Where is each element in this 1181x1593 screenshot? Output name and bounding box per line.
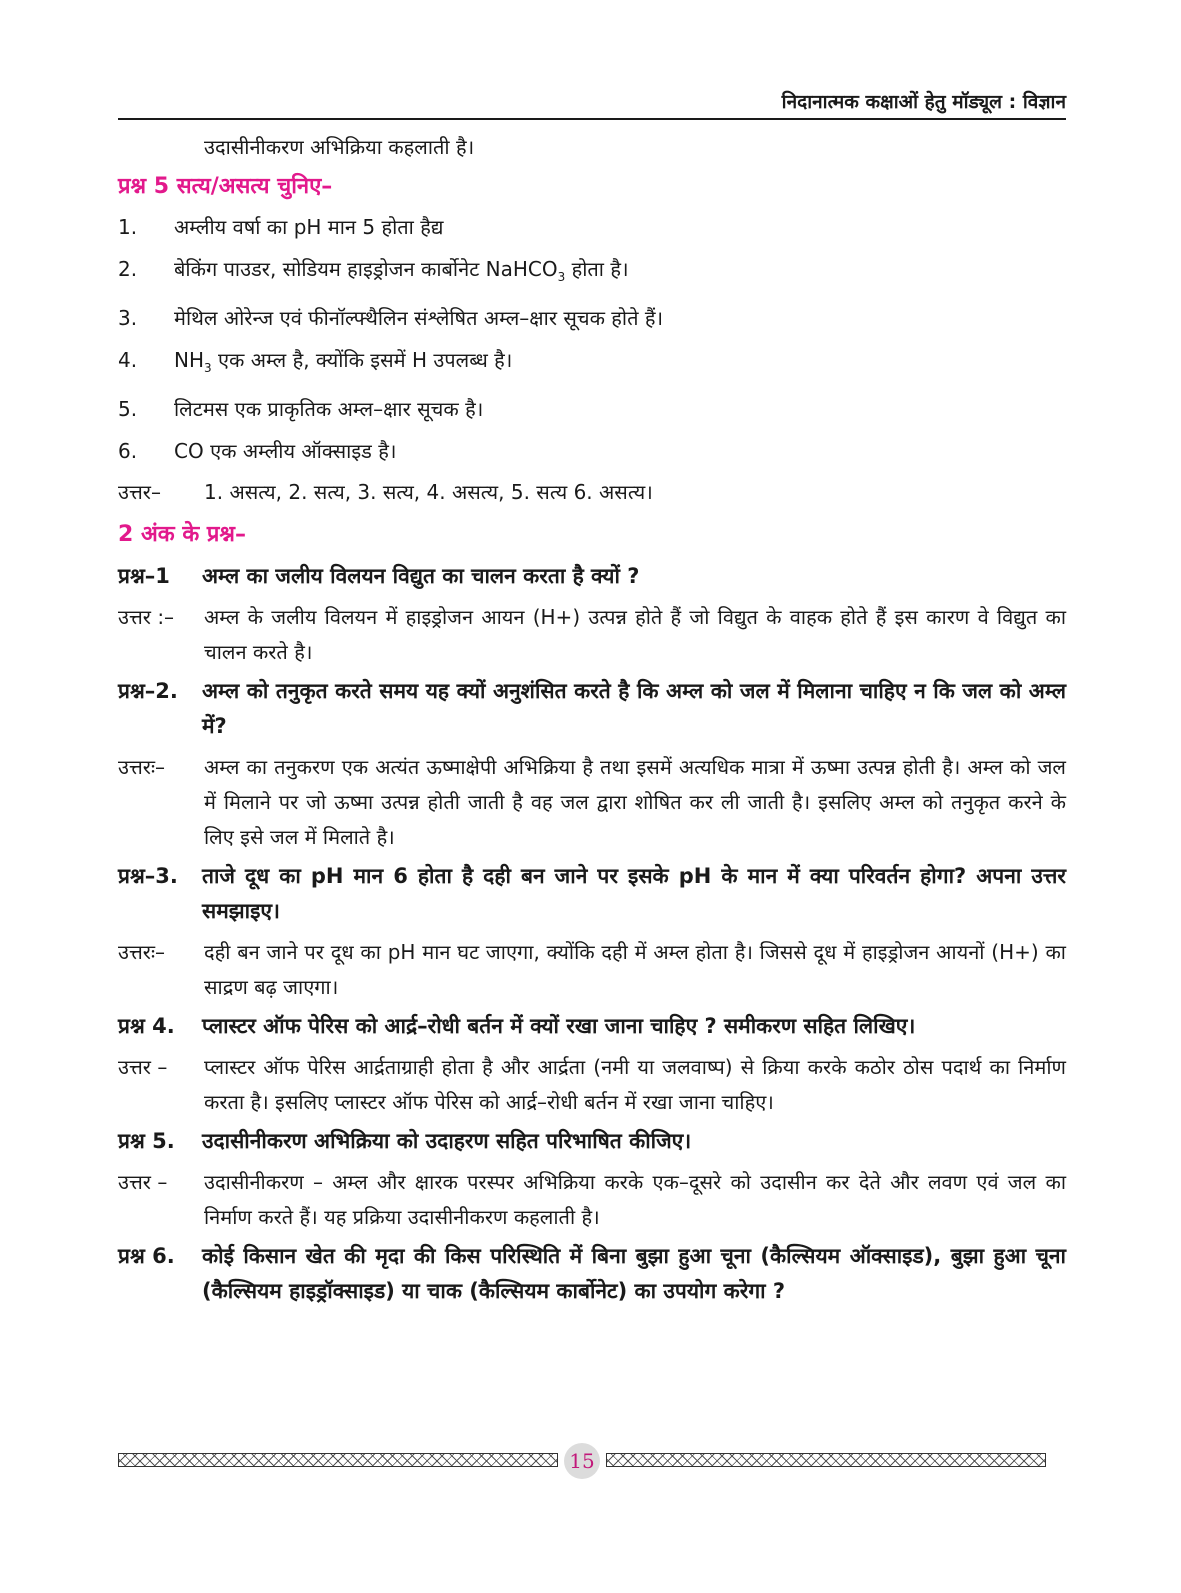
- question-label: प्रश्न 6.: [118, 1244, 175, 1268]
- answer-label: उत्तरः–: [118, 940, 165, 964]
- answer: [118, 1165, 1066, 1235]
- question-label: प्रश्न 5.: [118, 1129, 175, 1153]
- page: [118, 82, 1066, 1309]
- answer-label: उत्तर –: [118, 1170, 168, 1194]
- qa-block: [118, 1239, 1066, 1309]
- question: [118, 674, 1066, 744]
- two-mark-heading: 2 अंक के प्रश्न–: [118, 522, 246, 547]
- question-label: प्रश्न–3.: [118, 864, 178, 888]
- question-label: प्रश्न 4.: [118, 1014, 175, 1038]
- question: [118, 559, 1066, 594]
- answer: [118, 935, 1066, 1005]
- item-number: 4.: [118, 347, 138, 372]
- list-item: [118, 207, 1066, 249]
- item-text: [174, 249, 1066, 299]
- item-number: 5.: [118, 397, 138, 421]
- answer-label: उत्तर –: [118, 1055, 168, 1079]
- item-number: 1.: [118, 215, 138, 239]
- question-text: अम्ल को तनुकृत करते समय यह क्यों अनुशंसित करते है कि अम्ल को जल में मिलाना चाहिए न कि जल को अम्ल में?: [202, 679, 1066, 738]
- list-item: [118, 298, 1066, 340]
- list-item: [118, 249, 1066, 299]
- header-title: निदानात्मक कक्षाओं हेतु मॉड्यूल : विज्ञान: [781, 91, 1066, 113]
- qa-block: [118, 559, 1066, 670]
- subscript: 3: [557, 269, 566, 284]
- page-footer: [118, 1447, 1046, 1475]
- list-item: [118, 431, 1066, 473]
- item-text: [174, 340, 1066, 390]
- question-text: प्लास्टर ऑफ पेरिस को आर्द्र–रोधी बर्तन में क्यों रखा जाना चाहिए ? समीकरण सहित लिखिए।: [202, 1014, 916, 1038]
- list-item: [118, 389, 1066, 431]
- answer: [118, 750, 1066, 855]
- question-label: प्रश्न–1: [118, 564, 170, 588]
- answer-text: दही बन जाने पर दूध का pH मान घट जाएगा, क्योंकि दही में अम्ल होता है। जिससे दूध में हाइड्रोजन आयनों (H+) का साद्रण बढ़ जाएगा।: [204, 940, 1066, 999]
- question-label: प्रश्न–2.: [118, 679, 178, 703]
- question-text: उदासीनीकरण अभिक्रिया को उदाहरण सहित परिभाषित कीजिए।: [202, 1129, 692, 1153]
- item-text: मेथिल ओरेन्ज एवं फीनॉल्फ्थैलिन संश्लेषित अम्ल–क्षार सूचक होते हैं।: [174, 306, 664, 330]
- true-false-list: [118, 207, 1066, 472]
- question: [118, 859, 1066, 929]
- decorative-border-left: [118, 1453, 558, 1467]
- item-text: CO एक अम्लीय ऑक्साइड है।: [174, 438, 397, 463]
- page-number: 15: [564, 1443, 600, 1479]
- decorative-border-right: [606, 1453, 1046, 1467]
- answer: [118, 1050, 1066, 1120]
- item-text-after: होता है।: [565, 256, 629, 281]
- qa-block: [118, 859, 1066, 1005]
- list-item: [118, 340, 1066, 390]
- item-text: लिटमस एक प्राकृतिक अम्ल–क्षार सूचक है।: [174, 397, 484, 421]
- item-number: 3.: [118, 306, 138, 330]
- question-text: ताजे दूध का pH मान 6 होता है दही बन जाने पर इसके pH के मान में क्या परिवर्तन होगा? अपना उत्तर समझाइए।: [202, 864, 1066, 923]
- question-text: कोई किसान खेत की मृदा की किस परिस्थिति में बिना बुझा हुआ चूना (कैल्सियम ऑक्साइड), बुझा हुआ चूना (कैल्सियम हाइड्रॉक्साइड) या चाक (कैल्सियम कार्बोनेट) का उपयोग करेगा ?: [202, 1244, 1066, 1303]
- answer: [118, 600, 1066, 670]
- question: [118, 1239, 1066, 1309]
- answer-label: उत्तर :–: [118, 605, 175, 629]
- item-text: अम्लीय वर्षा का pH मान 5 होता हैद्य: [174, 215, 444, 239]
- intro-line: उदासीनीकरण अभिक्रिया कहलाती है।: [204, 135, 475, 159]
- answer-text: प्लास्टर ऑफ पेरिस आर्द्रताग्राही होता है और आर्द्रता (नमी या जलवाष्प) से क्रिया करके कठोर ठोस पदार्थ का निर्माण करता है। इसलिए प्लास्टर ऑफ पेरिस को आर्द्र–रोधी बर्तन में रखा जाना चाहिए।: [204, 1055, 1066, 1114]
- answer-text: 1. असत्य, 2. सत्य, 3. सत्य, 4. असत्य, 5. सत्य 6. असत्य।: [204, 480, 653, 504]
- section5-answer: [118, 472, 1066, 513]
- qa-block: [118, 674, 1066, 855]
- item-text-before: NH: [174, 347, 204, 372]
- item-number: 2.: [118, 256, 138, 281]
- subscript: 3: [204, 360, 212, 375]
- answer-text: उदासीनीकरण – अम्ल और क्षारक परस्पर अभिक्रिया करके एक–दूसरे को उदासीन कर देते और लवण एवं जल का निर्माण करते हैं। यह प्रक्रिया उदासीनीकरण कहलाती है।: [204, 1170, 1066, 1229]
- answer-label: उत्तर–: [118, 480, 161, 504]
- answer-text: अम्ल के जलीय विलयन में हाइड्रोजन आयन (H+) उत्पन्न होते हैं जो विद्युत के वाहक होते हैं इस कारण वे विद्युत का चालन करते है।: [204, 605, 1066, 664]
- question: [118, 1009, 1066, 1044]
- answer-label: उत्तरः–: [118, 755, 165, 779]
- section5-heading: प्रश्न 5 सत्य/असत्य चुनिए–: [118, 174, 333, 199]
- item-number: 6.: [118, 438, 138, 463]
- qa-block: [118, 1009, 1066, 1120]
- question: [118, 1124, 1066, 1159]
- running-header: [118, 82, 1066, 120]
- qa-block: [118, 1124, 1066, 1235]
- question-text: अम्ल का जलीय विलयन विद्युत का चालन करता है क्यों ?: [202, 564, 640, 588]
- answer-text: अम्ल का तनुकरण एक अत्यंत ऊष्माक्षेपी अभिक्रिया है तथा इसमें अत्यधिक मात्रा में ऊष्मा उत्पन्न होती है। अम्ल को जल में मिलाने पर जो ऊष्मा उत्पन्न होती जाती है वह जल द्वारा शोषित कर ली जाती है। इसलिए अम्ल को तनुकृत करने के लिए इसे जल में मिलाते है।: [204, 755, 1066, 849]
- item-text-after: एक अम्ल है, क्योंकि इसमें H उपलब्ध है।: [211, 347, 513, 372]
- item-text-before: बेकिंग पाउडर, सोडियम हाइड्रोजन कार्बोनेट NaHCO: [174, 256, 558, 281]
